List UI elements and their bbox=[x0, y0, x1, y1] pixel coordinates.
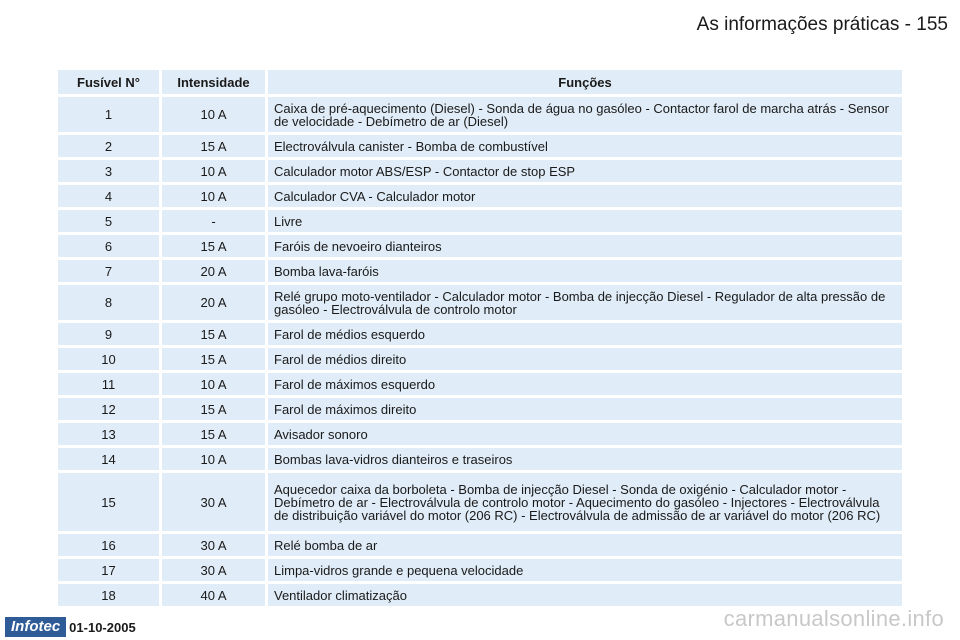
fuse-number: 1 bbox=[58, 97, 159, 132]
fuse-number: 4 bbox=[58, 185, 159, 207]
watermark: carmanualsonline.info bbox=[723, 606, 944, 631]
fuse-functions: Farol de médios direito bbox=[268, 348, 902, 370]
infotec-logo: Infotec bbox=[5, 617, 66, 637]
fuse-amperage: 20 A bbox=[162, 285, 265, 320]
table-row bbox=[58, 160, 902, 182]
fuse-amperage: 15 A bbox=[162, 323, 265, 345]
fuse-functions: Relé bomba de ar bbox=[268, 534, 902, 556]
fuse-number: 2 bbox=[58, 135, 159, 157]
table-row bbox=[58, 185, 902, 207]
fuse-functions: Ventilador climatização bbox=[268, 584, 902, 606]
fuse-number: 16 bbox=[58, 534, 159, 556]
table-row bbox=[58, 373, 902, 395]
table-row bbox=[58, 285, 902, 320]
fuse-number: 10 bbox=[58, 348, 159, 370]
table-row bbox=[58, 448, 902, 470]
fuse-functions: Avisador sonoro bbox=[268, 423, 902, 445]
header-intensity: Intensidade bbox=[162, 70, 265, 94]
table-row bbox=[58, 584, 902, 606]
fuse-functions: Farol de máximos direito bbox=[268, 398, 902, 420]
fuse-amperage: 15 A bbox=[162, 348, 265, 370]
fuse-functions: Calculador motor ABS/ESP - Contactor de stop ESP bbox=[268, 160, 902, 182]
table-row bbox=[58, 210, 902, 232]
table-row bbox=[58, 348, 902, 370]
fuse-functions: Electroválvula canister - Bomba de combustível bbox=[268, 135, 902, 157]
fuse-amperage: 15 A bbox=[162, 423, 265, 445]
table-row bbox=[58, 473, 902, 531]
fuse-number: 17 bbox=[58, 559, 159, 581]
fuse-functions: Bomba lava-faróis bbox=[268, 260, 902, 282]
fuse-amperage: 10 A bbox=[162, 448, 265, 470]
fuse-amperage: 40 A bbox=[162, 584, 265, 606]
fuse-number: 6 bbox=[58, 235, 159, 257]
fuse-number: 7 bbox=[58, 260, 159, 282]
table-row bbox=[58, 235, 902, 257]
table-row bbox=[58, 398, 902, 420]
table-row bbox=[58, 260, 902, 282]
fuse-functions: Bombas lava-vidros dianteiros e traseiros bbox=[268, 448, 902, 470]
table-row bbox=[58, 534, 902, 556]
fuse-number: 9 bbox=[58, 323, 159, 345]
fuse-number: 13 bbox=[58, 423, 159, 445]
fuse-amperage: 30 A bbox=[162, 559, 265, 581]
table-row bbox=[58, 323, 902, 345]
fuse-functions: Faróis de nevoeiro dianteiros bbox=[268, 235, 902, 257]
fuse-number: 15 bbox=[58, 473, 159, 531]
fuse-number: 11 bbox=[58, 373, 159, 395]
footer-branding bbox=[5, 617, 136, 637]
fuse-number: 14 bbox=[58, 448, 159, 470]
header-fuse-number: Fusível N° bbox=[58, 70, 159, 94]
page-header: As informações práticas - 155 bbox=[696, 14, 948, 35]
fuse-table bbox=[55, 67, 905, 609]
fuse-amperage: 10 A bbox=[162, 160, 265, 182]
fuse-amperage: 15 A bbox=[162, 135, 265, 157]
fuse-amperage: 20 A bbox=[162, 260, 265, 282]
fuse-amperage: 30 A bbox=[162, 473, 265, 531]
fuse-number: 5 bbox=[58, 210, 159, 232]
fuse-functions: Caixa de pré-aquecimento (Diesel) - Sonda de água no gasóleo - Contactor farol de marcha atrás - Sensor de velocidade - Debímetro de ar (Diesel) bbox=[268, 97, 902, 132]
fuse-functions: Limpa-vidros grande e pequena velocidade bbox=[268, 559, 902, 581]
fuse-amperage: - bbox=[162, 210, 265, 232]
table-row bbox=[58, 423, 902, 445]
fuse-number: 12 bbox=[58, 398, 159, 420]
fuse-functions: Livre bbox=[268, 210, 902, 232]
footer-date: 01-10-2005 bbox=[69, 619, 136, 635]
fuse-functions: Relé grupo moto-ventilador - Calculador motor - Bomba de injecção Diesel - Regulador de alta pressão de gasóleo - Electroválvula de controlo motor bbox=[268, 285, 902, 320]
table-row bbox=[58, 97, 902, 132]
fuse-number: 3 bbox=[58, 160, 159, 182]
header-functions: Funções bbox=[268, 70, 902, 94]
fuse-functions: Aquecedor caixa da borboleta - Bomba de injecção Diesel - Sonda de oxigénio - Calculador motor - Debímetro de ar - Electroválvula de controlo motor - Aquecimento do gasóleo - Injectores - Electroválvula de distribuição variável do motor (206 RC) - Electroválvula de admissão de ar variável do motor (206 RC) bbox=[268, 473, 902, 531]
fuse-functions: Farol de médios esquerdo bbox=[268, 323, 902, 345]
fuse-functions: Farol de máximos esquerdo bbox=[268, 373, 902, 395]
table-row bbox=[58, 135, 902, 157]
fuse-amperage: 15 A bbox=[162, 235, 265, 257]
table-row bbox=[58, 559, 902, 581]
fuse-amperage: 15 A bbox=[162, 398, 265, 420]
fuse-amperage: 10 A bbox=[162, 185, 265, 207]
fuse-functions: Calculador CVA - Calculador motor bbox=[268, 185, 902, 207]
fuse-amperage: 30 A bbox=[162, 534, 265, 556]
fuse-amperage: 10 A bbox=[162, 373, 265, 395]
fuse-amperage: 10 A bbox=[162, 97, 265, 132]
table-header-row bbox=[58, 70, 902, 94]
fuse-number: 18 bbox=[58, 584, 159, 606]
fuse-number: 8 bbox=[58, 285, 159, 320]
